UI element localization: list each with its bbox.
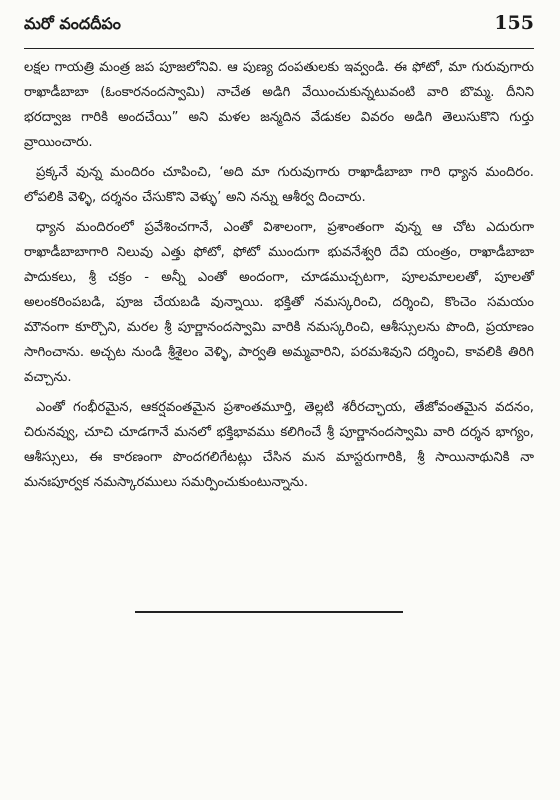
paragraph: ఎంతో గంభీరమైన, ఆకర్షవంతమైన ప్రశాంతమూర్తి, తెల్లటి శరీరచ్ఛాయ, తేజోవంతమైన వదనం, చిరునవ్వు, చూచి చూడగానే మనలో భక్తిభావము కలిగించే శ్రీ పూర్ణానందస్వామి వారి దర్శన భాగ్యం, ఆశీస్సులు, ఈ కారణంగా పొందగలిగేటట్లు చేసిన మన మాస్టరుగారికి, శ్రీ సాయినాథునికి నా మనఃపూర్వక నమస్కారములు సమర్పించుకుంటున్నాను. xyxy=(24,400,534,490)
page-number: 155 xyxy=(494,12,534,34)
paragraph: లక్షల గాయత్రి మంత్ర జప పూజలోనివి. ఆ పుణ్య దంపతులకు ఇవ్వండి. ఈ ఫోటో, మా గురువుగారు రాఖాడీబాబా (ఓంకారనందస్వామి) నాచేత అడిగి వేయించుకున్నటువంటి వారి బొమ్మ. దీనిని భరద్వాజ గారికి అందచేయి” అని మళల జన్మదిన వేడుకల వివరం అడిగి తెలుసుకొని గుర్తు వ్రాయించారు. xyxy=(24,60,534,150)
body-text xyxy=(24,55,534,495)
paragraph: ప్రక్కనే వున్న మందిరం చూపించి, ‘అది మా గురువుగారు రాఖాడీబాబా గారి ధ్యాన మందిరం. లోపలికి వెళ్ళి, దర్శనం చేసుకొని వెళ్ళు’ అని నన్ను ఆశీర్వ దించారు. xyxy=(24,165,534,205)
paragraph: ధ్యాన మందిరంలో ప్రవేశించగానే, ఎంతో విశాలంగా, ప్రశాంతంగా వున్న ఆ చోట ఎదురుగా రాఖాడీబాబాగారి నిలువు ఎత్తు ఫోటో, ఫోటో ముందుగా భువనేశ్వరి దేవి యంత్రం, రాఖాడీబాబా పాదుకలు, శ్రీ చక్రం - అన్నీ ఎంతో అందంగా, చూడముచ్చటగా, పూలమాలలతో, పూలతో అలంకరింపబడి, పూజ చేయబడి వున్నాయి. భక్తితో నమస్కరించి, దర్శించి, కొంచెం సమయం మౌనంగా కూర్చొని, మరల శ్రీ పూర్ణానందస్వామి వారికి నమస్కరించి, ఆశీస్సులను పొంది, ప్రయాణం సాగించాను. అచ్చట నుండి శ్రీశైలం వెళ్ళి, పార్వతి అమ్మవారిని, పరమశివుని దర్శించి, కావలికి తిరిగి వచ్చాను. xyxy=(24,220,534,385)
running-title: మరో వందదీపం xyxy=(24,14,121,33)
section-end-rule xyxy=(135,611,403,613)
page-header xyxy=(24,12,534,49)
